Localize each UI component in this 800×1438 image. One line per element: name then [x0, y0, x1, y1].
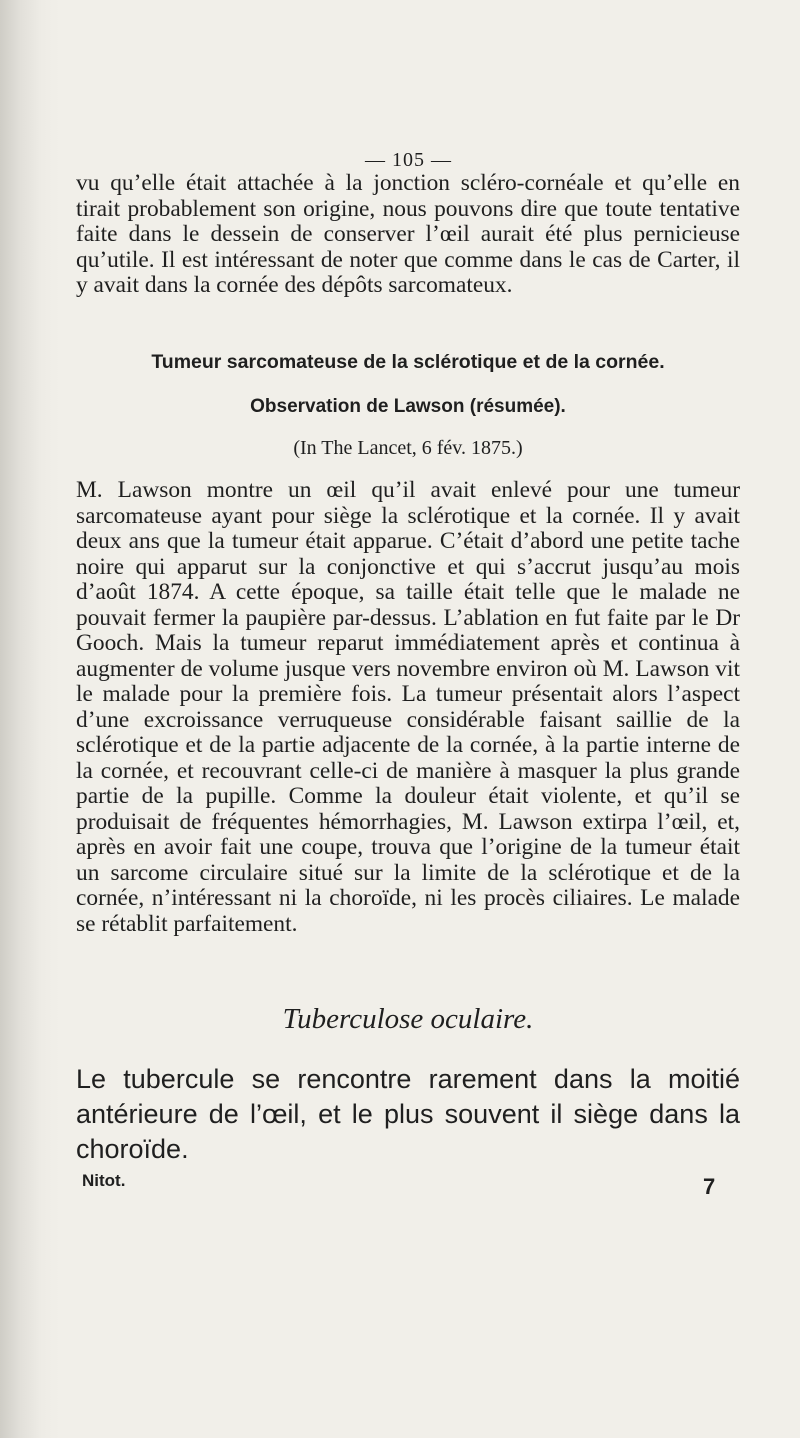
page-edge-shadow [0, 0, 60, 1438]
observation-title: Tumeur sarcomateuse de la sclérotique et de la cornée. [151, 351, 665, 373]
footer-signature-mark: 7 [703, 1174, 716, 1199]
observation-subtitle: Observation de Lawson (résumée). [250, 396, 566, 417]
footer-author: Nitot. [82, 1171, 126, 1190]
intro-text: vu qu’elle était attachée à la jonction scléro-cornéale et qu’elle en tirait probablement son origine, nous pouvons dire que toute tentative faite dans le dessein de conserver l’œil aurait été plus pernicieuse qu’utile. Il est intéressant de noter que comme dans le cas de Carter, il y avait dans la cornée des dépôts sarcomateux. [76, 170, 740, 298]
observation-paragraph [76, 478, 740, 937]
document-page [76, 0, 776, 1438]
closing-paragraph: Le tubercule se rencontre rarement dans la moitié antérieure de l’œil, et le plus souvent il siège dans la choroïde. [76, 1064, 740, 1164]
page-number: — 105 — [365, 149, 452, 171]
intro-paragraph [76, 171, 740, 299]
section-title: Tuberculose oculaire. [282, 1003, 534, 1035]
observation-source: (In The Lancet, 6 fév. 1875.) [293, 437, 523, 459]
observation-text: M. Lawson montre un œil qu’il avait enlevé pour une tumeur sarcomateuse ayant pour siège la sclérotique et la cornée. Il y avait deux ans que la tumeur était apparue. C’était d’abord une petite tache noire qui apparut sur la conjonctive et qui s’accrut jusqu’au mois d’août 1874. A cette époque, sa taille était telle que le malade ne pouvait fermer la paupière par-dessus. L’ablation en fut faite par le Dr Gooch. Mais la tumeur reparut immédiatement après et continua à augmenter de volume jusque vers novembre environ où M. Lawson vit le malade pour la première fois. La tumeur présentait alors l’aspect d’une excroissance verruqueuse considérable faisant saillie de la sclérotique et de la partie adjacente de la cornée, à la partie interne de la cornée, et recouvrant celle-ci de manière à masquer la plus grande partie de la pupille. Comme la douleur était violente, et qu’il se produisait de fréquentes hémorrhagies, M. Lawson extirpa l’œil, et, après en avoir fait une coupe, trouva que l’origine de la tumeur était un sarcome circulaire situé sur la limite de la sclérotique et de la cornée, n’intéressant ni la choroïde, ni les procès ciliaires. Le malade se rétablit parfaitement. [76, 477, 740, 937]
